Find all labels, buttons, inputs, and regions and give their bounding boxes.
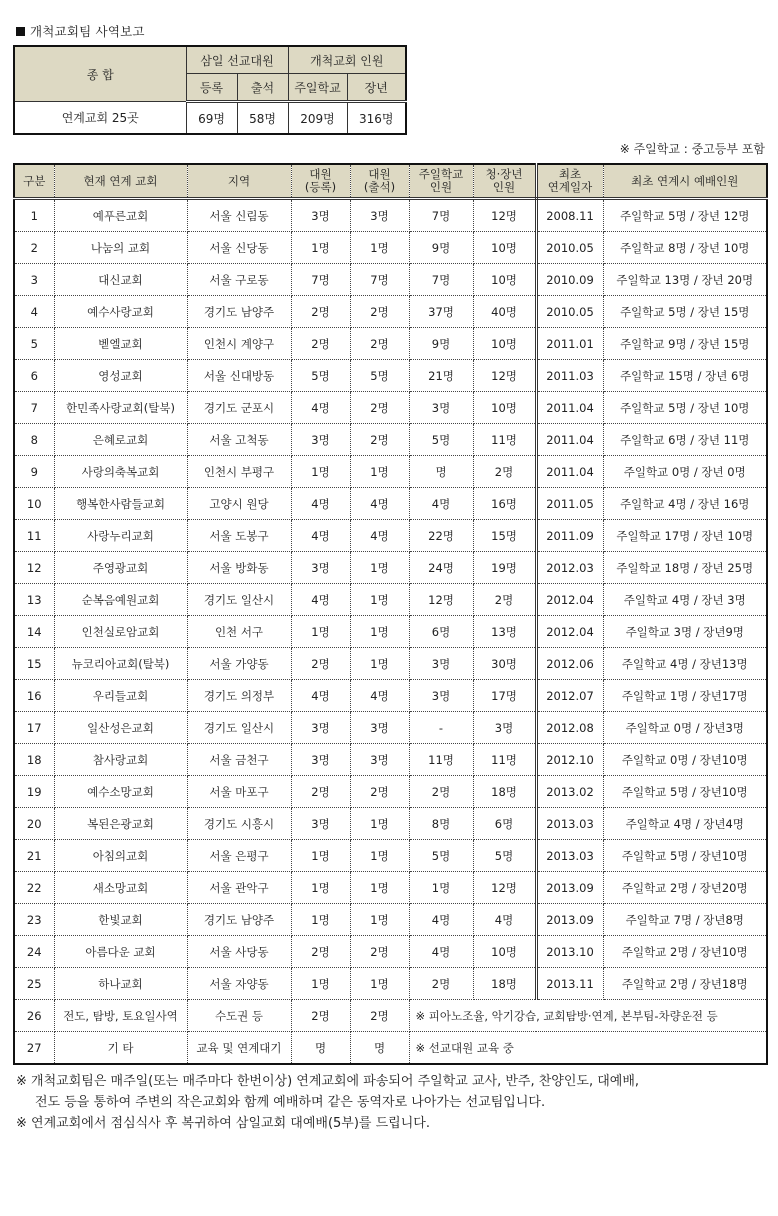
row-region: 경기도 군포시 — [187, 392, 291, 424]
row-adults: 18명 — [473, 968, 536, 1000]
row-church: 복된은광교회 — [54, 808, 187, 840]
row-attendance: 1명 — [350, 232, 409, 264]
row-church: 인천실로암교회 — [54, 616, 187, 648]
row-adults: 10명 — [473, 392, 536, 424]
row-sunday-school: 22명 — [409, 520, 473, 552]
row-church: 은혜로교회 — [54, 424, 187, 456]
table-row — [14, 584, 767, 616]
row-no: 13 — [14, 584, 54, 616]
table-row-extra — [14, 1032, 767, 1065]
row-adults: 10명 — [473, 936, 536, 968]
row-attendance: 2명 — [350, 776, 409, 808]
church-table — [13, 163, 768, 1065]
row-date: 2012.04 — [536, 584, 603, 616]
row-attendance: 4명 — [350, 680, 409, 712]
row-sunday-school: 3명 — [409, 648, 473, 680]
row-church: 행복한사람들교회 — [54, 488, 187, 520]
row-note: ※ 피아노조율, 악기강습, 교회탐방·연계, 본부팀-차량운전 등 — [409, 1000, 767, 1032]
table-row — [14, 296, 767, 328]
row-date: 2011.03 — [536, 360, 603, 392]
row-initial: 주일학교 6명 / 장년 11명 — [603, 424, 767, 456]
row-attendance: 1명 — [350, 840, 409, 872]
row-initial: 주일학교 2명 / 장년20명 — [603, 872, 767, 904]
table-row — [14, 392, 767, 424]
row-adults: 40명 — [473, 296, 536, 328]
row-region: 서울 가양동 — [187, 648, 291, 680]
row-no: 2 — [14, 232, 54, 264]
row-adults: 11명 — [473, 744, 536, 776]
row-sunday-school: 3명 — [409, 680, 473, 712]
row-date: 2012.03 — [536, 552, 603, 584]
table-row — [14, 520, 767, 552]
row-region: 서울 도봉구 — [187, 520, 291, 552]
row-registered: 1명 — [291, 872, 350, 904]
row-initial: 주일학교 0명 / 장년 0명 — [603, 456, 767, 488]
row-church: 우리들교회 — [54, 680, 187, 712]
row-no: 27 — [14, 1032, 54, 1065]
row-no: 15 — [14, 648, 54, 680]
row-region: 서울 구로동 — [187, 264, 291, 296]
row-adults: 18명 — [473, 776, 536, 808]
row-attendance: 2명 — [350, 328, 409, 360]
row-region: 경기도 남양주 — [187, 904, 291, 936]
table-row — [14, 232, 767, 264]
table-row — [14, 456, 767, 488]
row-sunday-school: 3명 — [409, 392, 473, 424]
row-initial: 주일학교 4명 / 장년13명 — [603, 648, 767, 680]
row-registered: 7명 — [291, 264, 350, 296]
row-church: 하나교회 — [54, 968, 187, 1000]
row-sunday-school: 11명 — [409, 744, 473, 776]
row-date: 2012.04 — [536, 616, 603, 648]
row-adults: 15명 — [473, 520, 536, 552]
header-adults: 청·장년 인원 — [473, 164, 536, 199]
row-registered: 1명 — [291, 456, 350, 488]
row-registered: 3명 — [291, 552, 350, 584]
row-church: 아침의교회 — [54, 840, 187, 872]
row-church: 나눔의 교회 — [54, 232, 187, 264]
row-region: 수도권 등 — [187, 1000, 291, 1032]
row-registered: 2명 — [291, 776, 350, 808]
row-no: 19 — [14, 776, 54, 808]
table-row — [14, 712, 767, 744]
row-attendance: 1명 — [350, 904, 409, 936]
summary-sub-sunday-school: 주일학교 — [288, 74, 347, 102]
row-region: 서울 마포구 — [187, 776, 291, 808]
row-attendance: 1명 — [350, 616, 409, 648]
footnote-1: ※ 개척교회팀은 매주일(또는 매주마다 한번이상) 연계교회에 파송되어 주일학교 교사, 반주, 찬양인도, 대예배, — [16, 1074, 640, 1089]
row-registered: 2명 — [291, 1000, 350, 1032]
summary-sub-registered: 등록 — [186, 74, 237, 102]
row-sunday-school: 7명 — [409, 199, 473, 232]
row-region: 서울 금천구 — [187, 744, 291, 776]
row-registered: 1명 — [291, 968, 350, 1000]
header-sunday-school: 주일학교 인원 — [409, 164, 473, 199]
row-adults: 19명 — [473, 552, 536, 584]
row-date: 2013.03 — [536, 840, 603, 872]
row-sunday-school: 9명 — [409, 328, 473, 360]
summary-header-missionaries: 삼일 선교대원 — [186, 46, 288, 74]
row-sunday-school: 6명 — [409, 616, 473, 648]
row-sunday-school: - — [409, 712, 473, 744]
row-church: 예푸른교회 — [54, 199, 187, 232]
row-date: 2011.04 — [536, 456, 603, 488]
row-no: 24 — [14, 936, 54, 968]
summary-registered: 69명 — [186, 102, 237, 135]
header-date: 최초 연계일자 — [536, 164, 603, 199]
row-no: 8 — [14, 424, 54, 456]
row-date: 2011.04 — [536, 392, 603, 424]
row-date: 2012.08 — [536, 712, 603, 744]
header-registered: 대원 (등록) — [291, 164, 350, 199]
summary-sunday-school: 209명 — [288, 102, 347, 135]
row-no: 11 — [14, 520, 54, 552]
row-sunday-school: 8명 — [409, 808, 473, 840]
row-church: 사랑의축복교회 — [54, 456, 187, 488]
footnote-2: ※ 연계교회에서 점심식사 후 복귀하여 삼일교회 대예배(5부)를 드립니다. — [16, 1116, 430, 1131]
row-sunday-school: 4명 — [409, 936, 473, 968]
row-registered: 3명 — [291, 199, 350, 232]
row-church: 일산성은교회 — [54, 712, 187, 744]
row-adults: 10명 — [473, 232, 536, 264]
table-row — [14, 552, 767, 584]
row-sunday-school: 37명 — [409, 296, 473, 328]
row-initial: 주일학교 5명 / 장년 10명 — [603, 392, 767, 424]
row-no: 3 — [14, 264, 54, 296]
footnote-1-cont: 전도 등을 통하여 주변의 작은교회와 함께 예배하며 같은 동역자로 나아가는 선교팀입니다. — [35, 1095, 546, 1110]
row-no: 14 — [14, 616, 54, 648]
row-date: 2011.04 — [536, 424, 603, 456]
row-registered: 1명 — [291, 616, 350, 648]
row-adults: 12명 — [473, 872, 536, 904]
row-no: 25 — [14, 968, 54, 1000]
row-no: 6 — [14, 360, 54, 392]
row-note: ※ 선교대원 교육 중 — [415, 1040, 514, 1055]
row-attendance: 2명 — [350, 296, 409, 328]
table-row — [14, 968, 767, 1000]
table-row — [14, 744, 767, 776]
row-initial: 주일학교 2명 / 장년18명 — [603, 968, 767, 1000]
row-date: 2008.11 — [536, 199, 603, 232]
row-sunday-school: 24명 — [409, 552, 473, 584]
row-attendance: 4명 — [350, 488, 409, 520]
row-region: 인천시 계양구 — [187, 328, 291, 360]
row-attendance: 5명 — [350, 360, 409, 392]
row-date: 2012.06 — [536, 648, 603, 680]
row-region: 교육 및 연계대기 — [187, 1032, 291, 1065]
row-registered: 3명 — [291, 808, 350, 840]
row-date: 2010.05 — [536, 296, 603, 328]
row-adults: 2명 — [473, 456, 536, 488]
table-row — [14, 360, 767, 392]
row-church: 영성교회 — [54, 360, 187, 392]
row-date: 2013.10 — [536, 936, 603, 968]
row-region: 서울 관악구 — [187, 872, 291, 904]
row-attendance: 3명 — [350, 744, 409, 776]
table-header-row — [14, 164, 767, 199]
row-adults: 13명 — [473, 616, 536, 648]
row-attendance: 2명 — [350, 392, 409, 424]
row-sunday-school: 5명 — [409, 840, 473, 872]
table-row — [14, 328, 767, 360]
row-attendance: 4명 — [350, 520, 409, 552]
summary-sub-adults: 장년 — [347, 74, 406, 102]
summary-header-members: 개척교회 인원 — [288, 46, 406, 74]
table-row — [14, 680, 767, 712]
row-date: 2010.05 — [536, 232, 603, 264]
row-adults: 17명 — [473, 680, 536, 712]
table-row — [14, 616, 767, 648]
row-date: 2010.09 — [536, 264, 603, 296]
row-sunday-school: 4명 — [409, 904, 473, 936]
row-adults: 12명 — [473, 199, 536, 232]
row-adults: 11명 — [473, 424, 536, 456]
row-date: 2013.02 — [536, 776, 603, 808]
row-attendance: 2명 — [350, 936, 409, 968]
row-no: 21 — [14, 840, 54, 872]
row-church: 벧엘교회 — [54, 328, 187, 360]
row-registered: 4명 — [291, 488, 350, 520]
row-no: 17 — [14, 712, 54, 744]
row-region: 서울 자양동 — [187, 968, 291, 1000]
row-church: 전도, 탐방, 토요일사역 — [54, 1000, 187, 1032]
row-church: 대신교회 — [54, 264, 187, 296]
table-row — [14, 424, 767, 456]
row-initial: 주일학교 1명 / 장년17명 — [603, 680, 767, 712]
row-region: 경기도 의정부 — [187, 680, 291, 712]
header-attendance: 대원 (출석) — [350, 164, 409, 199]
row-date: 2012.07 — [536, 680, 603, 712]
row-no: 16 — [14, 680, 54, 712]
row-sunday-school: 12명 — [409, 584, 473, 616]
row-region: 서울 신대방동 — [187, 360, 291, 392]
row-initial: 주일학교 9명 / 장년 15명 — [603, 328, 767, 360]
row-adults: 10명 — [473, 328, 536, 360]
table-row — [14, 936, 767, 968]
row-sunday-school: 9명 — [409, 232, 473, 264]
row-region: 경기도 일산시 — [187, 712, 291, 744]
row-date: 2011.05 — [536, 488, 603, 520]
row-initial: 주일학교 3명 / 장년9명 — [603, 616, 767, 648]
row-region: 서울 고척동 — [187, 424, 291, 456]
row-initial: 주일학교 5명 / 장년10명 — [603, 840, 767, 872]
row-date: 2013.11 — [536, 968, 603, 1000]
table-row — [14, 904, 767, 936]
row-registered: 2명 — [291, 648, 350, 680]
row-no: 22 — [14, 872, 54, 904]
row-adults: 12명 — [473, 360, 536, 392]
row-initial: 주일학교 15명 / 장년 6명 — [603, 360, 767, 392]
row-initial: 주일학교 4명 / 장년 16명 — [603, 488, 767, 520]
row-registered: 4명 — [291, 680, 350, 712]
row-registered: 5명 — [291, 360, 350, 392]
sunday-school-note: ※ 주일학교 : 중고등부 포함 — [619, 142, 765, 156]
row-registered: 2명 — [291, 296, 350, 328]
table-row — [14, 488, 767, 520]
row-attendance: 1명 — [350, 648, 409, 680]
row-sunday-school: 1명 — [409, 872, 473, 904]
row-no: 10 — [14, 488, 54, 520]
row-sunday-school: 2명 — [409, 776, 473, 808]
row-no: 26 — [14, 1000, 54, 1032]
row-church: 사랑누리교회 — [54, 520, 187, 552]
row-adults: 6명 — [473, 808, 536, 840]
row-adults: 3명 — [473, 712, 536, 744]
row-initial: 주일학교 5명 / 장년10명 — [603, 776, 767, 808]
row-sunday-school: 21명 — [409, 360, 473, 392]
row-initial: 주일학교 7명 / 장년8명 — [603, 904, 767, 936]
table-row — [14, 648, 767, 680]
footnotes — [16, 1071, 639, 1134]
row-initial: 주일학교 0명 / 장년10명 — [603, 744, 767, 776]
row-region: 경기도 일산시 — [187, 584, 291, 616]
summary-attendance: 58명 — [237, 102, 288, 135]
row-region: 고양시 원당 — [187, 488, 291, 520]
row-attendance: 1명 — [350, 968, 409, 1000]
report-title-text: 개척교회팀 사역보고 — [30, 24, 145, 39]
row-no: 7 — [14, 392, 54, 424]
row-church: 예수사랑교회 — [54, 296, 187, 328]
table-row — [14, 872, 767, 904]
row-attendance: 2명 — [350, 424, 409, 456]
row-attendance: 명 — [350, 1032, 409, 1065]
header-initial: 최초 연계시 예배인원 — [603, 164, 767, 199]
row-no: 5 — [14, 328, 54, 360]
row-church: 예수소망교회 — [54, 776, 187, 808]
row-registered: 명 — [291, 1032, 350, 1065]
row-sunday-school: 5명 — [409, 424, 473, 456]
summary-adults: 316명 — [347, 102, 406, 135]
header-region: 지역 — [187, 164, 291, 199]
summary-table — [13, 45, 407, 135]
row-registered: 3명 — [291, 744, 350, 776]
row-date: 2011.01 — [536, 328, 603, 360]
summary-header-total: 종 합 — [14, 46, 186, 102]
row-sunday-school: 명 — [409, 456, 473, 488]
row-church: 순복음예원교회 — [54, 584, 187, 616]
row-initial: 주일학교 4명 / 장년4명 — [603, 808, 767, 840]
row-registered: 4명 — [291, 392, 350, 424]
row-registered: 1명 — [291, 232, 350, 264]
row-attendance: 7명 — [350, 264, 409, 296]
row-date: 2013.09 — [536, 904, 603, 936]
row-attendance: 1명 — [350, 808, 409, 840]
row-date: 2012.10 — [536, 744, 603, 776]
row-initial: 주일학교 8명 / 장년 10명 — [603, 232, 767, 264]
row-no: 23 — [14, 904, 54, 936]
row-sunday-school: 2명 — [409, 968, 473, 1000]
black-square-icon — [16, 27, 25, 36]
row-region: 인천시 부평구 — [187, 456, 291, 488]
row-attendance: 1명 — [350, 584, 409, 616]
row-church: 기 타 — [54, 1032, 187, 1065]
row-registered: 3명 — [291, 712, 350, 744]
row-registered: 3명 — [291, 424, 350, 456]
row-church: 새소망교회 — [54, 872, 187, 904]
row-registered: 2명 — [291, 936, 350, 968]
row-region: 경기도 남양주 — [187, 296, 291, 328]
row-initial: 주일학교 5명 / 장년 12명 — [603, 199, 767, 232]
row-registered: 1명 — [291, 904, 350, 936]
report-title — [16, 22, 145, 40]
row-church: 뉴코리아교회(탈북) — [54, 648, 187, 680]
row-church: 아름다운 교회 — [54, 936, 187, 968]
summary-sub-attendance: 출석 — [237, 74, 288, 102]
row-no: 20 — [14, 808, 54, 840]
row-date: 2013.03 — [536, 808, 603, 840]
row-attendance: 1명 — [350, 872, 409, 904]
row-no: 12 — [14, 552, 54, 584]
table-row — [14, 808, 767, 840]
header-church: 현재 연계 교회 — [54, 164, 187, 199]
row-attendance: 1명 — [350, 552, 409, 584]
row-church: 한민족사랑교회(탈북) — [54, 392, 187, 424]
row-adults: 10명 — [473, 264, 536, 296]
row-initial: 주일학교 13명 / 장년 20명 — [603, 264, 767, 296]
row-adults: 30명 — [473, 648, 536, 680]
row-registered: 4명 — [291, 520, 350, 552]
table-row — [14, 840, 767, 872]
row-adults: 5명 — [473, 840, 536, 872]
row-church: 한빛교회 — [54, 904, 187, 936]
row-initial: 주일학교 18명 / 장년 25명 — [603, 552, 767, 584]
row-attendance: 3명 — [350, 712, 409, 744]
row-registered: 4명 — [291, 584, 350, 616]
row-attendance: 3명 — [350, 199, 409, 232]
row-date: 2011.09 — [536, 520, 603, 552]
row-initial: 주일학교 0명 / 장년3명 — [603, 712, 767, 744]
header-no: 구분 — [14, 164, 54, 199]
row-initial: 주일학교 2명 / 장년10명 — [603, 936, 767, 968]
summary-row-label: 연계교회 25곳 — [14, 102, 186, 135]
row-church: 주영광교회 — [54, 552, 187, 584]
row-region: 서울 신당동 — [187, 232, 291, 264]
row-region: 서울 신림동 — [187, 199, 291, 232]
table-row-extra — [14, 1000, 767, 1032]
table-row — [14, 264, 767, 296]
row-adults: 4명 — [473, 904, 536, 936]
row-region: 서울 사당동 — [187, 936, 291, 968]
row-attendance: 1명 — [350, 456, 409, 488]
row-registered: 2명 — [291, 328, 350, 360]
row-attendance: 2명 — [350, 1000, 409, 1032]
row-initial: 주일학교 5명 / 장년 15명 — [603, 296, 767, 328]
row-church: 참사랑교회 — [54, 744, 187, 776]
row-adults: 2명 — [473, 584, 536, 616]
table-row — [14, 199, 767, 232]
row-no: 18 — [14, 744, 54, 776]
table-row — [14, 776, 767, 808]
row-region: 서울 방화동 — [187, 552, 291, 584]
row-no: 4 — [14, 296, 54, 328]
row-date: 2013.09 — [536, 872, 603, 904]
row-no: 9 — [14, 456, 54, 488]
row-initial: 주일학교 4명 / 장년 3명 — [603, 584, 767, 616]
row-adults: 16명 — [473, 488, 536, 520]
row-initial: 주일학교 17명 / 장년 10명 — [603, 520, 767, 552]
row-sunday-school: 7명 — [409, 264, 473, 296]
row-registered: 1명 — [291, 840, 350, 872]
row-sunday-school: 4명 — [409, 488, 473, 520]
row-region: 인천 서구 — [187, 616, 291, 648]
row-no: 1 — [14, 199, 54, 232]
row-region: 서울 은평구 — [187, 840, 291, 872]
row-region: 경기도 시흥시 — [187, 808, 291, 840]
